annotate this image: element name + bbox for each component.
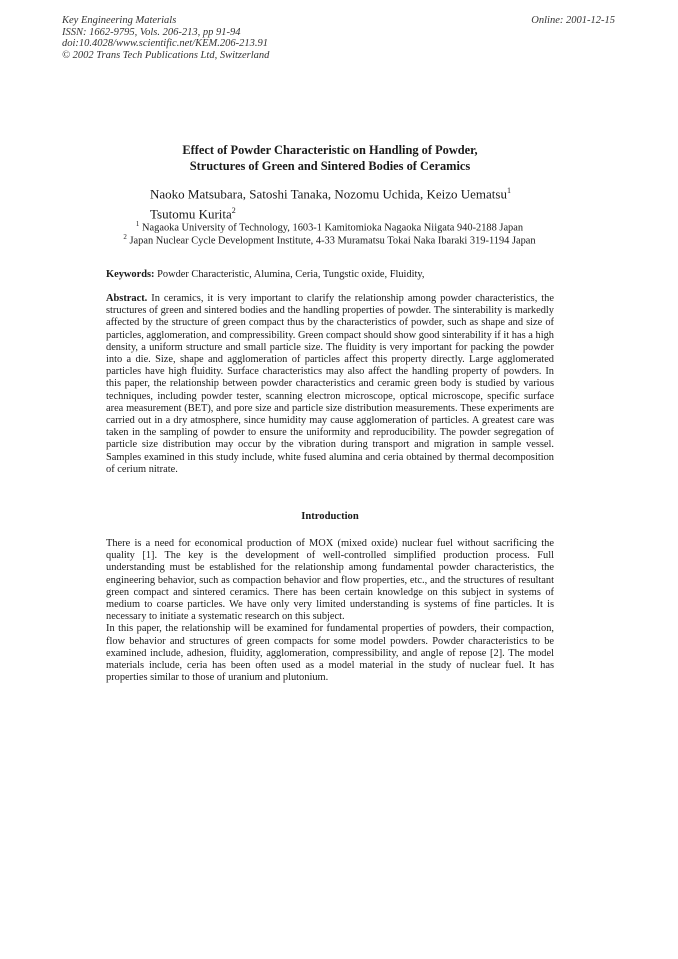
affiliation-marker-2: 2 [231, 206, 236, 216]
paper-title [110, 143, 550, 174]
affiliation-2 [106, 231, 553, 247]
doi-line[interactable]: doi:10.4028/www.scientific.net/KEM.206-213.91 [62, 38, 268, 49]
title-line-2: Structures of Green and Sintered Bodies of Ceramics [189, 158, 471, 173]
authors-line-1 [150, 182, 550, 202]
keywords [106, 269, 556, 281]
abstract [106, 293, 554, 476]
author-list [150, 182, 550, 223]
keywords-text: Powder Characteristic, Alumina, Ceria, Tungstic oxide, Fluidity, [157, 269, 425, 280]
online-date-text: Online: 2001-12-15 [531, 15, 615, 26]
intro-paragraph-1: There is a need for economical production of MOX (mixed oxide) nuclear fuel without sacrificing the quality [1]. The key is the development of well-controlled simplified production process. Full understanding must be established for the relationship among fundamental powder characteristics, the engineering behavior, such as compaction behavior and flow properties, etc., and the structures of resultant green compact and sintered ceramics. There has been certain knowledge on this subject in systems of medium to coarse particles. We have only very limited understanding is systems of fine particles. It is necessary to initiate a systematic research on this subject. [106, 538, 554, 623]
authors-names-1: Naoko Matsubara, Satoshi Tanaka, Nozomu Uchida, Keizo Uematsu [150, 186, 507, 202]
intro-paragraph-2: In this paper, the relationship will be examined for fundamental properties of powders, their compaction, flow behavior and structures of green compacts for some model powders. Powder characteristics to be examined include, adhesion, fluidity, agglomeration, compressibility, and angle of repose [2]. The model materials include, ceria has been often used as a model material in the study of nuclear fuel. It has properties similar to those of uranium and plutonium. [106, 623, 554, 684]
abstract-text: In ceramics, it is very important to clarify the relationship among powder characteristics, the structures of green and sintered bodies and the handling properties of powder. The sinterability is markedly affected by the structure of green compact thus by the characteristics of powder, such as shape and size of particles, agglomeration, and compressibility. Green compact should show good sinterability if it has a high density, a uniform structure and small particle size. The fluidity is very important for packing the powder into a die. Size, shape and agglomeration of particles affect this property directly. Large agglomerated particles have high fluidity. Surface characteristics may also affect the handling property of powders. In this paper, the relationship between powder characteristics and ceramic green body is studied by various techniques, including powder tester, scanning electron microscope, optical microscope, specific surface area measurement (BET), and pore size and particle size distribution measurements. These experiments are carried out in a dry atmosphere, since humidity may cause agglomeration of particles. A greatest care was taken in the sampling of powder to ensure the uniformity and reproducibility. The powder segregation of particle size distribution may occur by the vibration during transport and migration in sample vessel. Samples examined in this study include, white fused alumina and ceria obtained by thermal decomposition of cerium nitrate. [106, 293, 554, 475]
online-date [531, 15, 615, 27]
journal-name: Key Engineering Materials [62, 15, 177, 26]
copyright-line: © 2002 Trans Tech Publications Ltd, Switzerland [62, 49, 270, 61]
abstract-label: Abstract. [106, 293, 148, 304]
section-heading-introduction: Introduction [301, 511, 359, 522]
authors-names-2: Tsutomu Kurita [150, 206, 232, 222]
journal-header [62, 15, 269, 61]
affiliation-1-text: Nagaoka University of Technology, 1603-1 Kamitomioka Nagaoka Niigata 940-2188 Japan [142, 222, 524, 234]
affiliation-1-marker: 1 [135, 220, 140, 228]
affiliation-2-text: Japan Nuclear Cycle Development Institute, 4-33 Muramatsu Tokai Naka Ibaraki 319-1194 Japan [129, 235, 536, 247]
issn-line: ISSN: 1662-9795, Vols. 206-213, pp 91-94 [62, 26, 241, 38]
affiliation-2-marker: 2 [123, 233, 127, 241]
introduction-body [106, 538, 554, 684]
keywords-label: Keywords: [106, 269, 155, 280]
affiliation-marker-1: 1 [506, 186, 511, 195]
title-line-1: Effect of Powder Characteristic on Handling of Powder, [182, 143, 478, 157]
